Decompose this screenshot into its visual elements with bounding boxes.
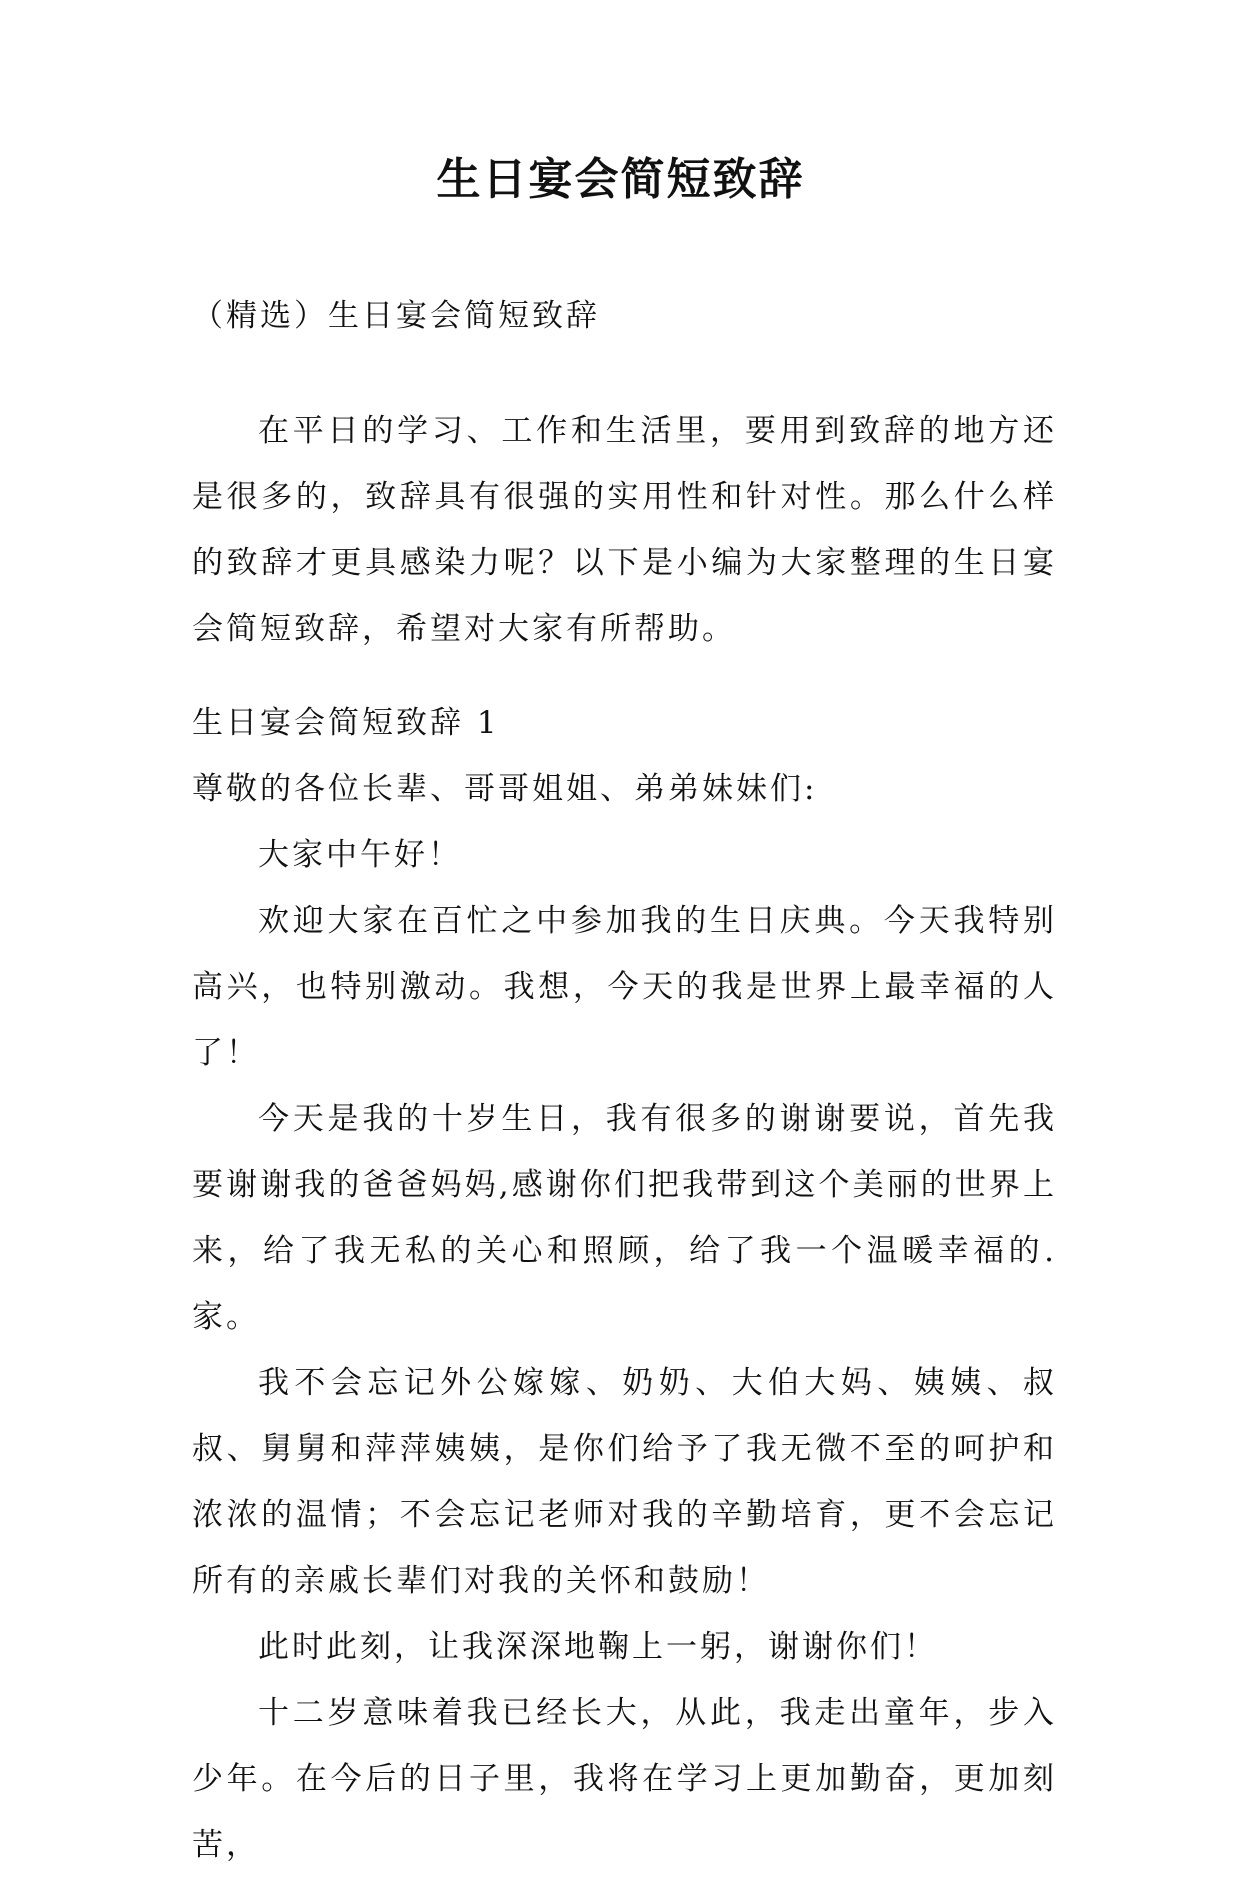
intro-section [192,398,1057,662]
body-paragraph: 十二岁意味着我已经长大，从此，我走出童年，步入少年。在今后的日子里，我将在学习上更加勤奋，更加刻苦， [192,1695,1057,1863]
greeting-line: 尊敬的各位长辈、哥哥姐姐、弟弟妹妹们: [192,771,818,807]
speech-section [192,690,1057,1878]
subtitle-text: （精选）生日宴会简短致辞 [192,298,600,334]
document-title: 生日宴会简短致辞 [436,154,805,205]
document-subtitle [192,283,1057,349]
body-paragraph: 此时此刻，让我深深地鞠上一躬，谢谢你们！ [258,1629,938,1665]
intro-paragraph: 在平日的学习、工作和生活里，要用到致辞的地方还是很多的，致辞具有很强的实用性和针对性。那么什么样的致辞才更具感染力呢？以下是小编为大家整理的生日宴会简短致辞，希望对大家有所帮助。 [192,413,1057,647]
body-paragraph: 欢迎大家在百忙之中参加我的生日庆典。今天我特别高兴，也特别激动。我想，今天的我是世界上最幸福的人了！ [192,903,1057,1071]
section-heading: 生日宴会简短致辞 1 [192,705,500,741]
body-paragraph: 大家中午好！ [258,837,462,873]
body-paragraph: 今天是我的十岁生日，我有很多的谢谢要说，首先我要谢谢我的爸爸妈妈,感谢你们把我带到这个美丽的世界上来，给了我无私的关心和照顾，给了我一个温暖幸福的.家。 [192,1101,1057,1335]
body-paragraph: 我不会忘记外公嫁嫁、奶奶、大伯大妈、姨姨、叔叔、舅舅和萍萍姨姨，是你们给予了我无微不至的呵护和浓浓的温情；不会忘记老师对我的辛勤培育，更不会忘记所有的亲戚长辈们对我的关怀和鼓励！ [192,1365,1057,1599]
